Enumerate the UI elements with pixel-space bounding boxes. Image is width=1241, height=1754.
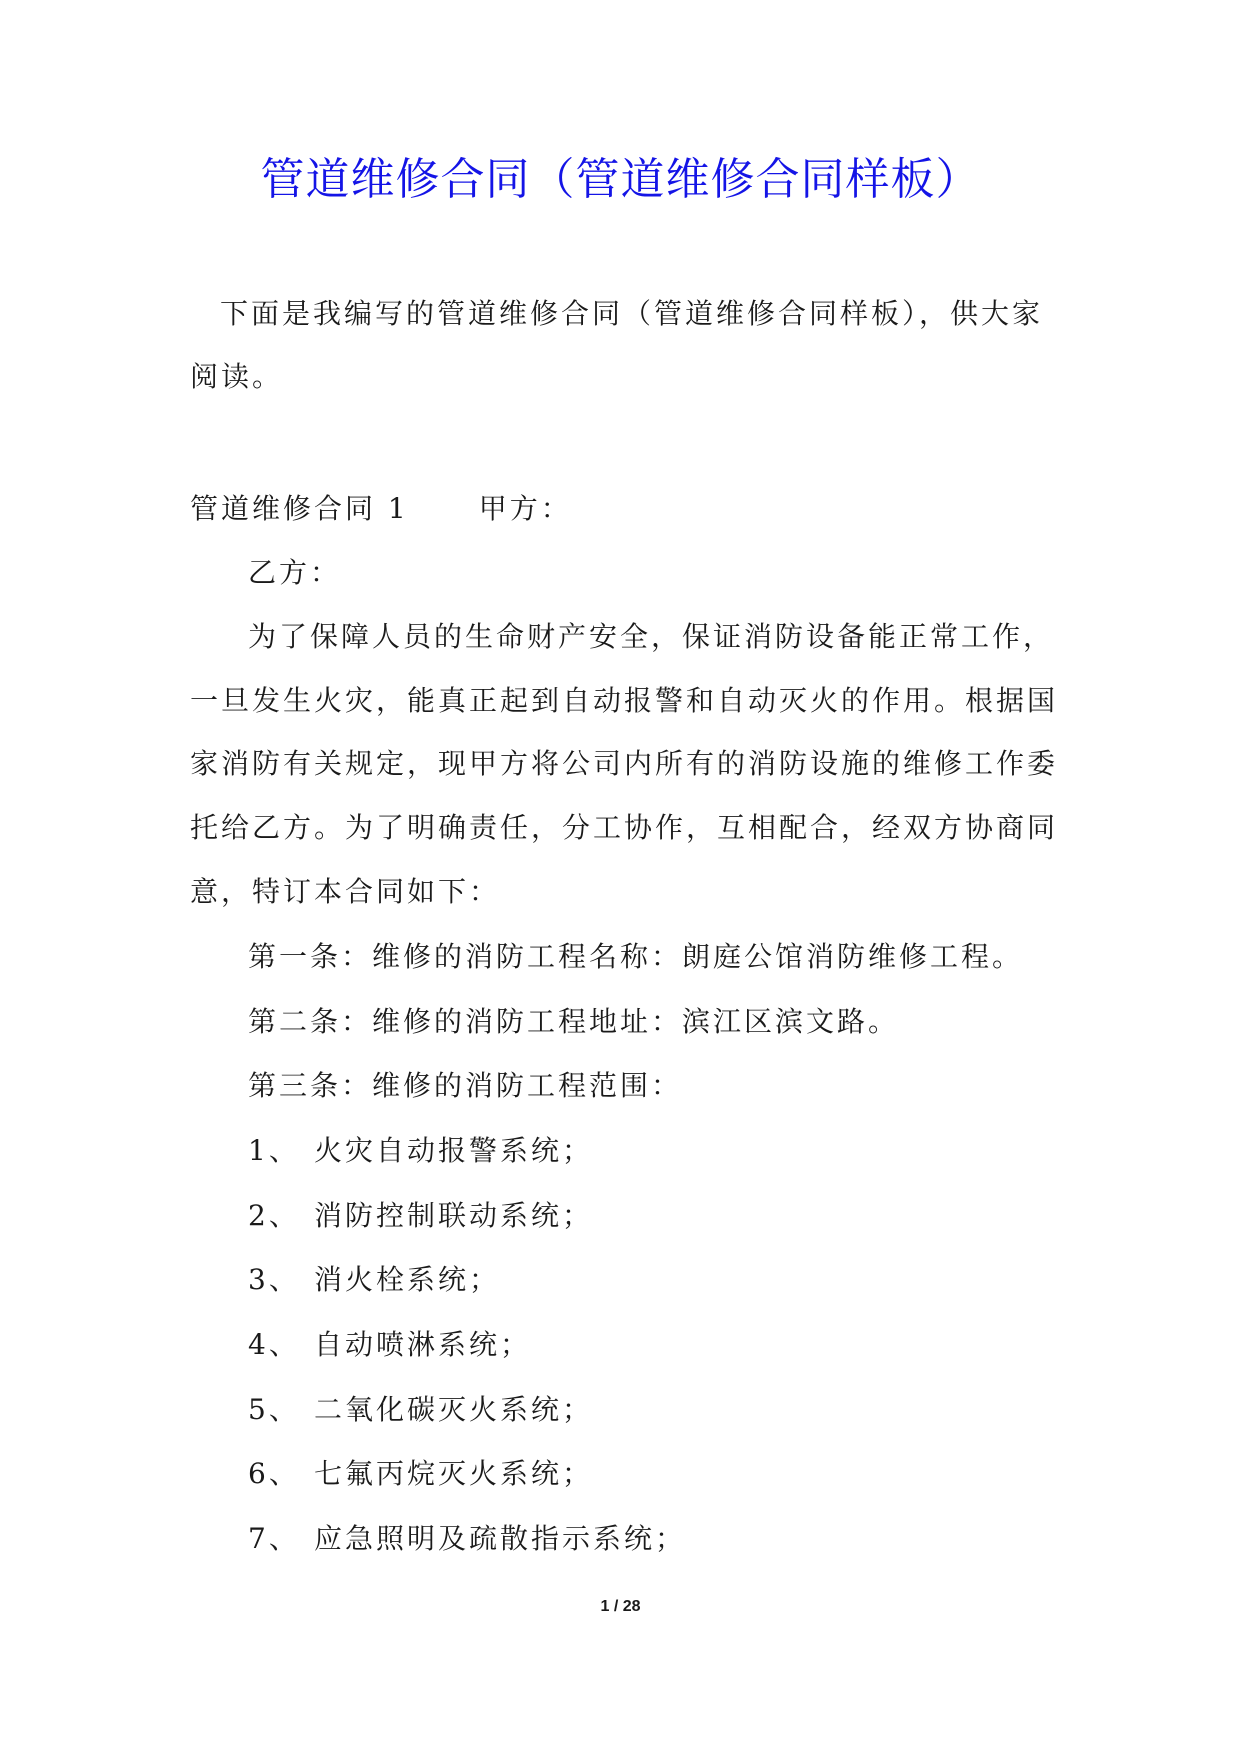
scope-item — [248, 1519, 686, 1559]
scope-item — [248, 1325, 531, 1365]
intro-line-1: 下面是我编写的管道维修合同（管道维修合同样板），供大家 — [220, 297, 1044, 330]
scope-item-number: 6、 — [248, 1457, 300, 1490]
article-3: 第三条：维修的消防工程范围： — [248, 1069, 683, 1102]
article-1: 第一条：维修的消防工程名称：朗庭公馆消防维修工程。 — [248, 940, 1024, 973]
purpose-line-3: 家消防有关规定，现甲方将公司内所有的消防设施的维修工作委 — [190, 747, 1059, 780]
purpose-line-5: 意，特订本合同如下： — [190, 875, 501, 908]
scope-item-number: 4、 — [248, 1328, 300, 1361]
scope-item-number: 1、 — [248, 1134, 300, 1167]
scope-item-number: 7、 — [248, 1522, 300, 1555]
purpose-line-1: 为了保障人员的生命财产安全，保证消防设备能正常工作， — [248, 620, 1055, 653]
scope-item-number: 3、 — [248, 1263, 300, 1296]
purpose-line-4: 托给乙方。为了明确责任，分工协作，互相配合，经双方协商同 — [190, 811, 1059, 844]
scope-item — [248, 1131, 593, 1171]
scope-item-text: 火灾自动报警系统； — [314, 1134, 594, 1167]
scope-item — [248, 1196, 593, 1236]
article-2: 第二条：维修的消防工程地址：滨江区滨文路。 — [248, 1005, 900, 1038]
scope-item-text: 消火栓系统； — [314, 1263, 501, 1296]
scope-item-text: 自动喷淋系统； — [314, 1328, 532, 1361]
section-heading: 管道维修合同 1 — [190, 492, 409, 525]
page-indicator: 1 / 28 — [600, 1598, 641, 1615]
party-a-label: 甲方： — [478, 492, 572, 525]
scope-item — [248, 1454, 593, 1494]
scope-item-text: 七氟丙烷灭火系统； — [314, 1457, 594, 1490]
intro-line-2: 阅读。 — [190, 360, 284, 393]
scope-item-text: 应急照明及疏散指示系统； — [314, 1522, 687, 1555]
scope-item-text: 消防控制联动系统； — [314, 1199, 594, 1232]
scope-item — [248, 1390, 593, 1430]
purpose-line-2: 一旦发生火灾，能真正起到自动报警和自动灭火的作用。根据国 — [190, 684, 1059, 717]
scope-item — [248, 1260, 500, 1300]
section-heading-row — [190, 489, 572, 529]
scope-item-text: 二氧化碳灭火系统； — [314, 1393, 594, 1426]
scope-item-number: 2、 — [248, 1199, 300, 1232]
party-b-label: 乙方： — [248, 556, 342, 589]
scope-item-number: 5、 — [248, 1393, 300, 1426]
document-title: 管道维修合同（管道维修合同样板） — [260, 154, 981, 205]
